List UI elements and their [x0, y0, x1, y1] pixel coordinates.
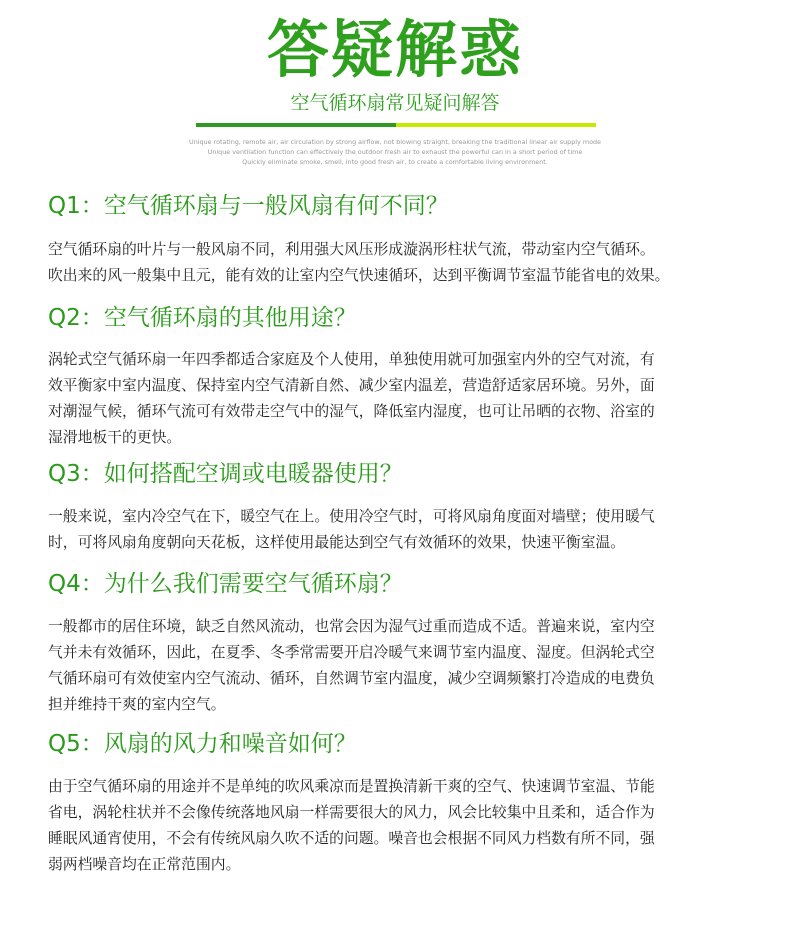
- answer-line: 一般都市的居住环境，缺乏自然风流动，也常会因为湿气过重而造成不适。普遍来说，室内空: [48, 618, 655, 635]
- answer-line: 担并维持干爽的室内空气。: [48, 696, 226, 713]
- faq-question-2: Q2：空气循环扇的其他用途？: [48, 305, 357, 331]
- faq-answer-5: [48, 774, 745, 878]
- answer-line: 空气循环扇的叶片与一般风扇不同，利用强大风压形成漩涡形柱状气流，带动室内空气循环。: [48, 241, 655, 258]
- answer-line: 对潮湿气候，循环气流可有效带走空气中的湿气，降低室内湿度，也可让吊晒的衣物、浴室的: [48, 403, 655, 420]
- answer-line: 一般来说，室内冷空气在下，暖空气在上。使用冷空气时，可将风扇角度面对墙壁；使用暖气: [48, 508, 655, 525]
- faq-answer-2: [48, 347, 745, 451]
- answer-line: 睡眠风通宵使用，不会有传统风扇久吹不适的问题。噪音也会根据不同风力档数有所不同，强: [48, 830, 655, 847]
- answer-line: 吹出来的风一般集中且元，能有效的让室内空气快速循环，达到平衡调节室温节能省电的效果。: [48, 267, 670, 284]
- page-title: 答疑解惑: [266, 13, 523, 86]
- answer-line: 时，可将风扇角度朝向天花板，这样使用最能达到空气有效循环的效果，快速平衡室温。: [48, 534, 626, 551]
- divider-bar-green: [196, 123, 396, 127]
- english-caption-line: Unique ventilation function can effectively the outdoor fresh air to exhaust the powerful can in a short period of time: [207, 148, 583, 156]
- answer-line: 涡轮式空气循环扇一年四季都适合家庭及个人使用，单独使用就可加强室内外的空气对流，有: [48, 351, 655, 368]
- faq-question-5: Q5：风扇的风力和噪音如何？: [48, 731, 357, 757]
- divider-bar-lime: [396, 123, 596, 127]
- answer-line: 湿滑地板干的更快。: [48, 429, 182, 446]
- faq-question-4: Q4：为什么我们需要空气循环扇？: [48, 571, 403, 597]
- answer-line: 气循环扇可有效使室内空气流动、循环，自然调节室内温度，减少空调频繁打冷造成的电费负: [48, 670, 655, 687]
- faq-answer-3: [48, 504, 745, 556]
- answer-line: 气并未有效循环，因此，在夏季、冬季常需要开启冷暖气来调节室内温度、湿度。但涡轮式空: [48, 644, 655, 661]
- answer-line: 由于空气循环扇的用途并不是单纯的吹风乘凉而是置换清新干爽的空气、快速调节室温、节能: [48, 778, 655, 795]
- faq-answer-1: [48, 237, 745, 289]
- answer-line: 效平衡家中室内温度、保持室内空气清新自然、减少室内温差，营造舒适家居环境。另外，面: [48, 377, 655, 394]
- page-subtitle: 空气循环扇常见疑问解答: [290, 92, 500, 114]
- english-caption-line: Unique rotating, remote air, air circulation by strong airflow, not blowing straight, breaking the traditional linear air supply mode: [189, 138, 601, 146]
- faq-answer-4: [48, 614, 745, 718]
- english-caption-line: Quickly eliminate smoke, smell, into good fresh air, to create a comfortable living environment.: [242, 158, 548, 166]
- faq-question-1: Q1：空气循环扇与一般风扇有何不同？: [48, 193, 449, 219]
- answer-line: 省电，涡轮柱状并不会像传统落地风扇一样需要很大的风力，风会比较集中且柔和，适合作为: [48, 804, 655, 821]
- faq-question-3: Q3：如何搭配空调或电暖器使用？: [48, 461, 403, 487]
- answer-line: 弱两档噪音均在正常范围内。: [48, 856, 241, 873]
